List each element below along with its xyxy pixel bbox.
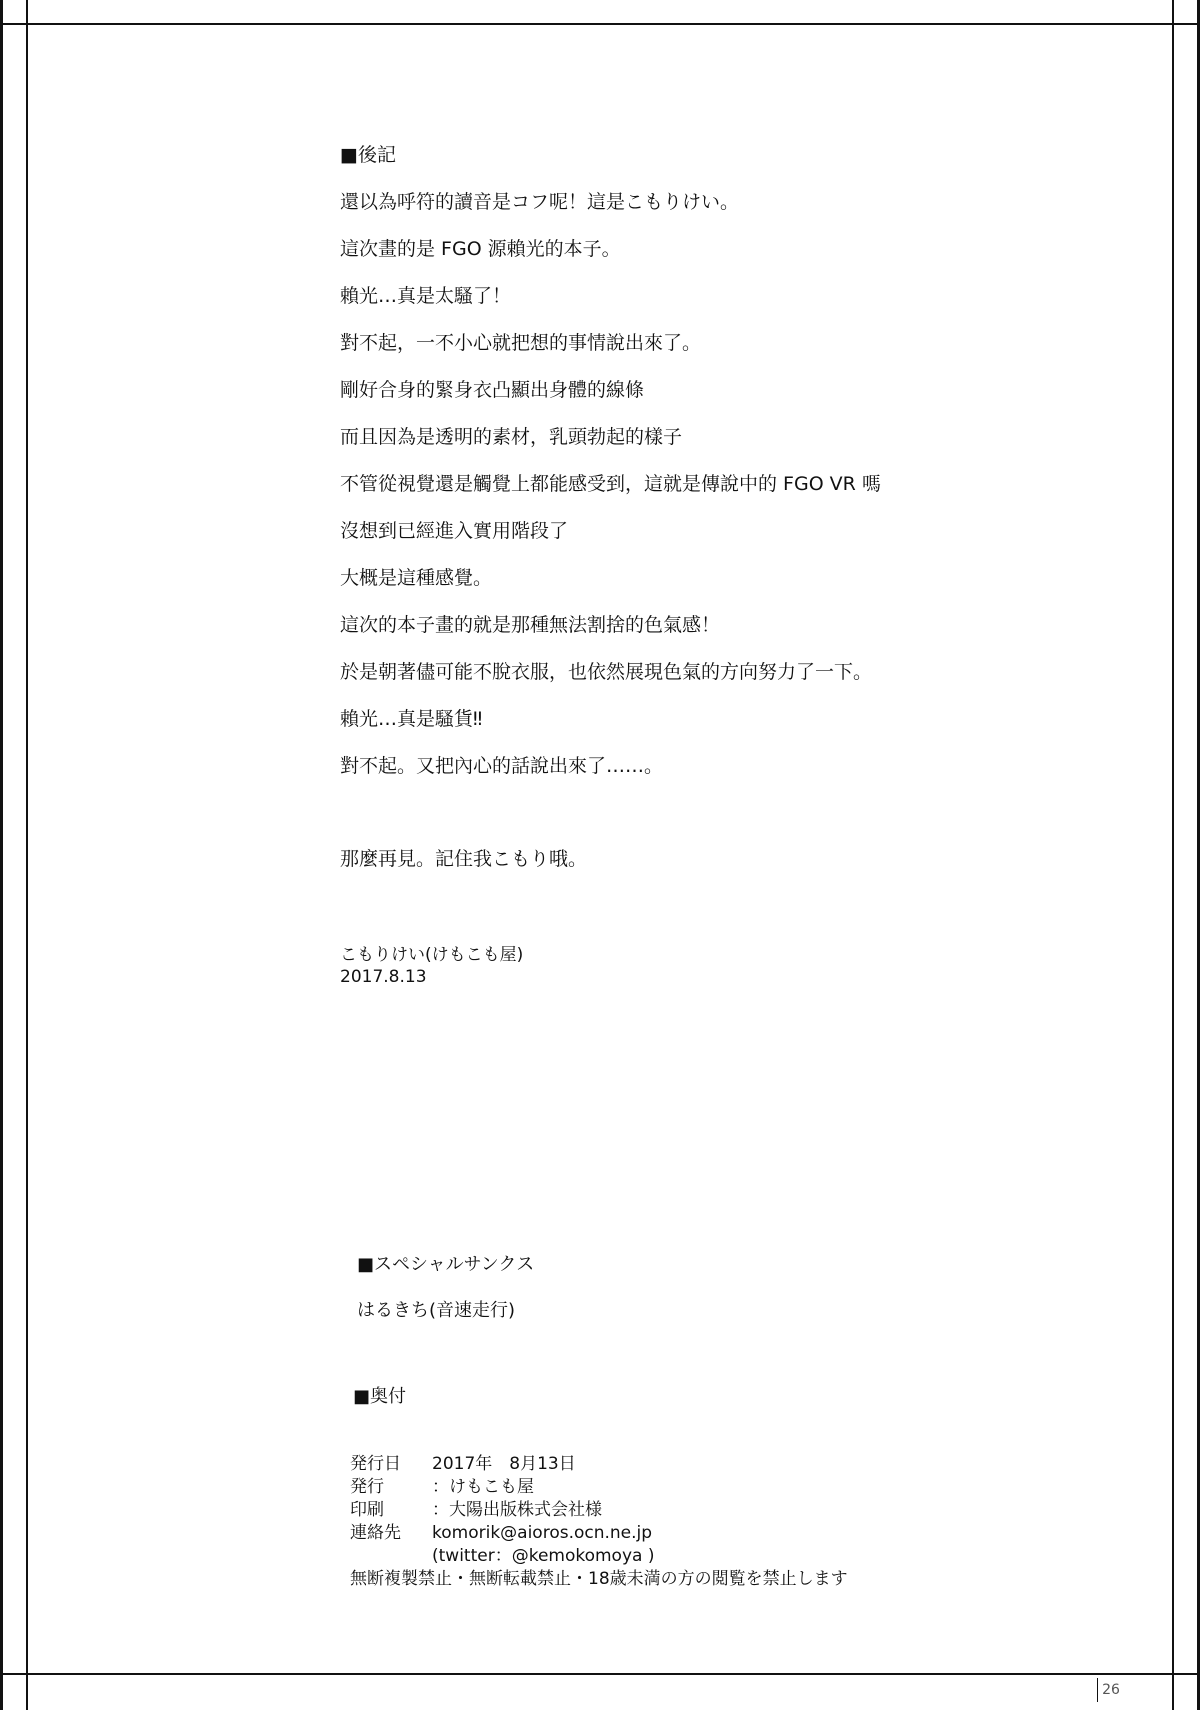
afterword-line: 沒想到已經進入實用階段了 <box>340 520 569 542</box>
afterword-line: 而且因為是透明的素材，乳頭勃起的樣子 <box>340 426 683 448</box>
afterword-line: 賴光…真是太騷了！ <box>340 285 512 307</box>
issue-date-label: 発行日 <box>350 1454 401 1474</box>
afterword-line: 賴光…真是騷貨‼ <box>340 708 483 730</box>
afterword-line: 還以為呼符的讀音是コフ呢！這是こもりけい。 <box>340 191 740 213</box>
printer-value: ：大陽出版株式会社様 <box>432 1500 602 1520</box>
frame-left-inner <box>26 0 28 1710</box>
special-thanks-title: ■スペシャルサンクス <box>357 1254 535 1275</box>
signature-author: こもりけい(けもこも屋) <box>340 945 524 965</box>
afterword-line: 不管從視覺還是觸覺上都能感受到，這就是傳說中的 FGO VR 嗎 <box>340 473 881 495</box>
page-number: 26 <box>1097 1678 1124 1702</box>
afterword-closing: 那麼再見。記住我こもり哦。 <box>340 848 588 870</box>
colophon-row-contact <box>350 1522 848 1545</box>
special-thanks-name: はるきち(音速走行) <box>357 1300 516 1321</box>
colophon-row-printer <box>350 1499 848 1522</box>
frame-bottom-rule <box>0 1673 1200 1675</box>
afterword-line: 這次畫的是 FGO 源賴光的本子。 <box>340 238 621 260</box>
colophon-title: ■奥付 <box>353 1386 407 1407</box>
publisher-value: ：けもこも屋 <box>432 1477 534 1497</box>
frame-left-outer <box>0 0 3 1710</box>
printer-label: 印刷 <box>350 1500 384 1520</box>
afterword-line: 對不起，一不小心就把想的事情說出來了。 <box>340 332 702 354</box>
colophon-row-publisher <box>350 1476 848 1499</box>
copyright-notice: 無断複製禁止・無断転載禁止・18歳未満の方の閲覧を禁止します <box>350 1569 848 1589</box>
afterword-line: 於是朝著儘可能不脫衣服，也依然展現色氣的方向努力了一下。 <box>340 661 873 683</box>
afterword-heading: ■後記 <box>340 144 396 166</box>
colophon-row-issue-date <box>350 1453 848 1476</box>
contact-label: 連絡先 <box>350 1523 401 1543</box>
issue-date-value: 2017年 8月13日 <box>432 1454 576 1474</box>
contact-email: komorik@aioros.ocn.ne.jp <box>432 1523 653 1543</box>
colophon <box>350 1453 848 1591</box>
afterword-line: 剛好合身的緊身衣凸顯出身體的線條 <box>340 379 645 401</box>
publisher-label: 発行 <box>350 1477 384 1497</box>
frame-right-inner <box>1172 0 1174 1710</box>
contact-twitter: (twitter：@kemokomoya ) <box>432 1546 655 1566</box>
afterword-line: 這次的本子畫的就是那種無法割捨的色氣感！ <box>340 614 721 636</box>
frame-top-rule <box>0 23 1200 25</box>
afterword-line: 對不起。又把內心的話說出來了……。 <box>340 755 664 777</box>
afterword-line: 大概是這種感覺。 <box>340 567 493 589</box>
signature-date: 2017.8.13 <box>340 967 427 987</box>
colophon-row-twitter <box>350 1545 848 1568</box>
signature <box>340 944 523 988</box>
